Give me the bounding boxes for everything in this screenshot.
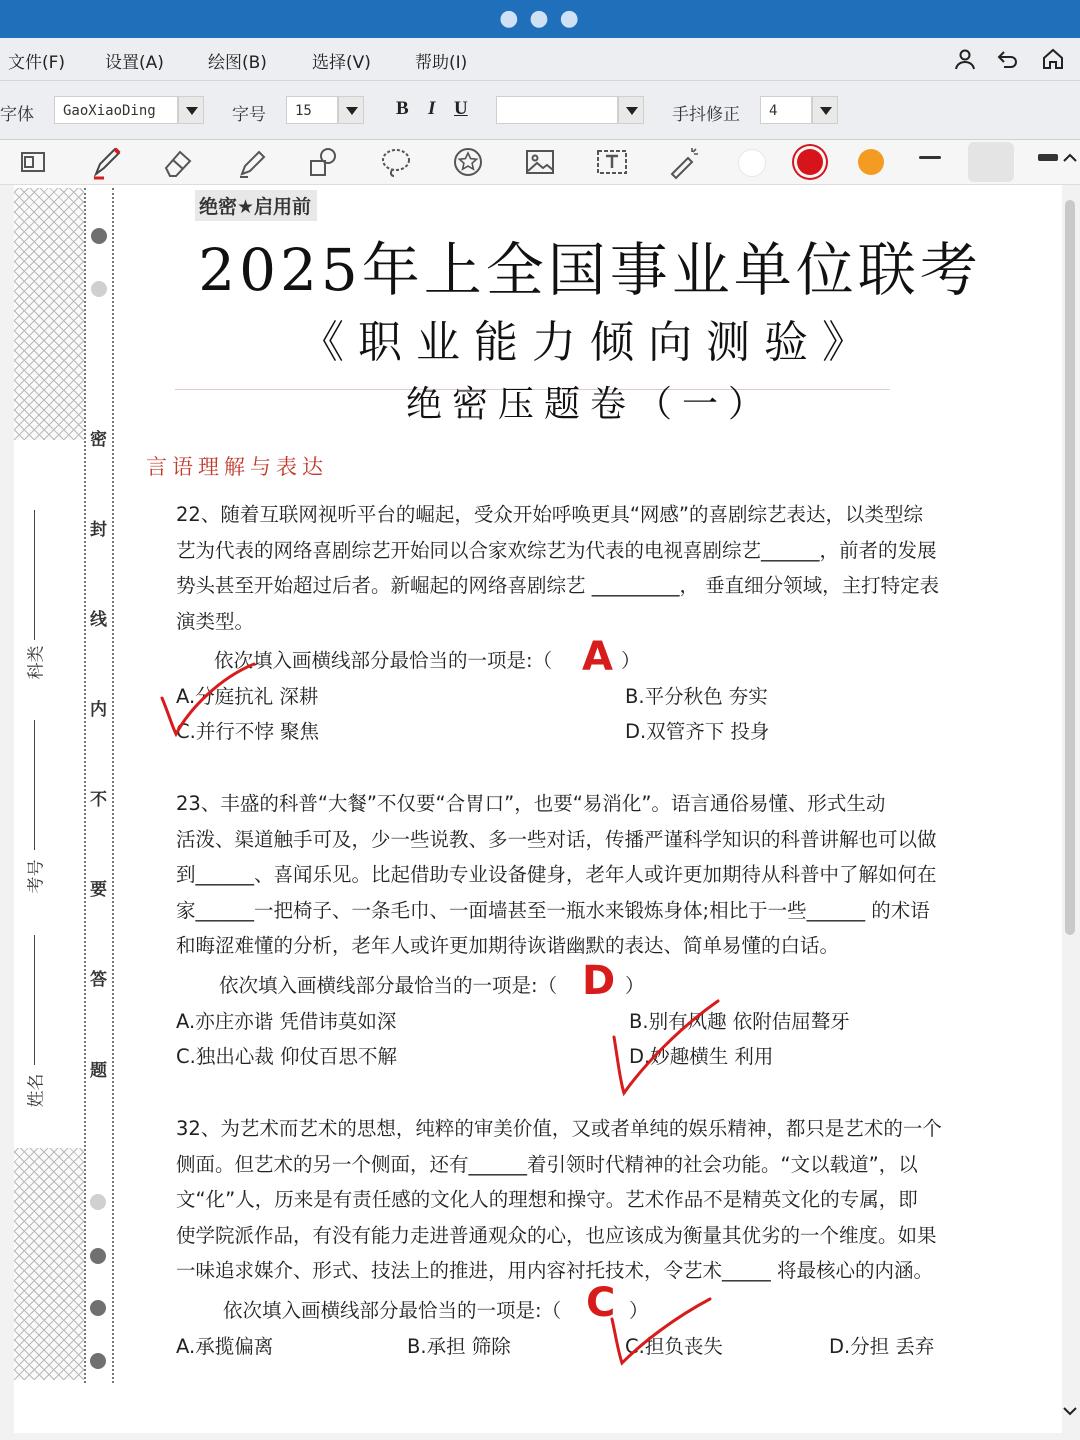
- seal-char: 不: [90, 790, 107, 810]
- drawing-toolbar: [0, 140, 1080, 185]
- question-32-prompt: 依次填入画横线部分最恰当的一项是:（: [223, 1299, 562, 1322]
- user-icon[interactable]: [953, 47, 977, 71]
- question-22-prompt-close: ）: [621, 649, 641, 672]
- seal-char: 题: [90, 1061, 107, 1081]
- question-23-prompt: 依次填入画横线部分最恰当的一项是:（: [219, 974, 558, 997]
- binding-hole: [90, 1248, 106, 1264]
- question-23-prompt-close: ）: [625, 974, 645, 997]
- seal-char: 密: [90, 430, 107, 450]
- binding-hatch-top: [14, 188, 84, 440]
- home-icon[interactable]: [1041, 47, 1065, 71]
- checkmark-icon: [600, 995, 730, 1100]
- question-line: 和晦涩难懂的分析，老年人或许更加期待诙谐幽默的表达、简单易懂的白话。: [176, 934, 840, 957]
- bold-button[interactable]: B: [396, 98, 409, 119]
- size-label: 字号: [232, 105, 266, 125]
- binding-hole: [91, 228, 107, 244]
- format-toolbar: [0, 81, 1080, 140]
- seal-char: 要: [90, 880, 107, 900]
- exam-title: 2025年上全国事业单位联考: [198, 236, 982, 304]
- binding-hatch-bottom: [14, 1148, 84, 1380]
- italic-button[interactable]: I: [428, 98, 436, 119]
- question-22-prompt: 依次填入画横线部分最恰当的一项是:（: [214, 649, 553, 672]
- font-select[interactable]: GaoXiaoDing: [54, 96, 178, 124]
- exam-no-fill-line: [34, 720, 35, 850]
- size-dropdown-icon[interactable]: [338, 96, 364, 124]
- font-label: 字体: [0, 105, 34, 125]
- question-32-option-c[interactable]: C.担负丧失: [625, 1335, 723, 1358]
- binding-hole: [90, 1353, 106, 1369]
- question-line: 文“化”人，历来是有责任感的文化人的理想和操守。艺术作品不是精英文化的专属，即: [176, 1188, 918, 1211]
- question-23-stem: [176, 786, 937, 964]
- question-22-option-d[interactable]: D.双管齐下 投身: [625, 720, 770, 743]
- hand-correction-dropdown-icon[interactable]: [812, 96, 838, 124]
- color-orange-swatch[interactable]: [858, 149, 884, 175]
- sticker-icon[interactable]: [450, 144, 486, 180]
- text-box-icon[interactable]: [594, 144, 630, 180]
- seal-char: 封: [90, 520, 107, 540]
- section-heading: 言语理解与表达: [146, 455, 328, 479]
- menu-draw[interactable]: 绘图(B): [208, 53, 267, 73]
- question-22-option-c[interactable]: C.并行不悖 聚焦: [176, 720, 320, 743]
- seal-char: 内: [90, 700, 107, 720]
- question-23-option-d[interactable]: D.妙趣横生 利用: [629, 1045, 774, 1068]
- scrollbar-thumb[interactable]: [1065, 200, 1075, 935]
- window-drag-handle-icon[interactable]: ● ● ●: [499, 6, 581, 31]
- exam-subtitle-2: 绝密压题卷（一）: [405, 384, 774, 425]
- hand-correction-select[interactable]: 4: [760, 96, 812, 124]
- binding-hole: [90, 1300, 106, 1316]
- undo-icon[interactable]: [996, 47, 1020, 71]
- image-icon[interactable]: [522, 144, 558, 180]
- question-line: 23、丰盛的科普“大餐”不仅要“合胃口”，也要“易消化”。语言通俗易懂、形式生动: [176, 792, 886, 815]
- hand-correction-label: 手抖修正: [672, 105, 740, 125]
- style-select[interactable]: [496, 96, 618, 124]
- menu-help[interactable]: 帮助(I): [415, 53, 468, 73]
- underline-button[interactable]: U: [454, 98, 468, 119]
- question-32-option-a[interactable]: A.承揽偏离: [176, 1335, 274, 1358]
- checkmark-icon: [600, 1295, 720, 1370]
- side-label-exam-no: 考号: [26, 859, 47, 894]
- menu-select[interactable]: 选择(V): [312, 53, 371, 73]
- pen-icon[interactable]: [88, 144, 124, 180]
- question-line: 艺为代表的网络喜剧综艺开始同以合家欢综艺为代表的电视喜剧综艺______，前者的发展: [176, 538, 937, 562]
- question-22-option-b[interactable]: B.平分秋色 夯实: [625, 685, 768, 708]
- menu-settings[interactable]: 设置(A): [105, 53, 164, 73]
- subject-fill-line: [34, 510, 35, 640]
- exam-subtitle: 《职业能力倾向测验》: [300, 317, 880, 368]
- side-label-subject: 科类: [26, 645, 47, 680]
- binding-hole: [90, 1194, 106, 1210]
- confidential-tag: 绝密★启用前: [195, 190, 317, 221]
- eraser-icon[interactable]: [160, 144, 196, 180]
- binding-line-outer: [84, 188, 86, 1383]
- laser-pointer-icon[interactable]: [666, 144, 702, 180]
- question-32-stem: [176, 1111, 942, 1289]
- thick-stroke-option[interactable]: [1038, 154, 1058, 161]
- question-line: 家______一把椅子、一条毛巾、一面墙甚至一瓶水来锻炼身体;相比于一些______ 的术语: [176, 898, 930, 922]
- thin-stroke-option[interactable]: [919, 156, 941, 159]
- window-title-bar: [0, 0, 1080, 38]
- shape-icon[interactable]: [306, 144, 342, 180]
- question-line: 活泼、渠道触手可及，少一些说教、多一些对话，传播严谨科学知识的科普讲解也可以做: [176, 827, 937, 851]
- color-white-swatch[interactable]: [738, 149, 766, 177]
- question-line: 使学院派作品，有没有能力走进普通观众的心，也应该成为衡量其优劣的一个维度。如果: [176, 1223, 937, 1247]
- question-32-option-b[interactable]: B.承担 筛除: [407, 1335, 511, 1358]
- name-fill-line: [34, 935, 35, 1065]
- question-23-option-b[interactable]: B.别有风趣 依附佶屈聱牙: [629, 1010, 850, 1033]
- style-dropdown-icon[interactable]: [618, 96, 644, 124]
- menu-bar: [0, 38, 1080, 81]
- question-line: 演类型。: [176, 609, 255, 633]
- chevron-up-icon[interactable]: [1062, 150, 1078, 166]
- handwritten-answer-22: A: [582, 634, 613, 680]
- lasso-icon[interactable]: [378, 144, 414, 180]
- color-red-swatch[interactable]: [797, 149, 823, 175]
- question-23-option-a[interactable]: A.亦庄亦谐 凭借讳莫如深: [176, 1010, 397, 1033]
- question-line: 侧面。但艺术的另一个侧面，还有______着引领时代精神的社会功能。“文以载道”，以: [176, 1152, 918, 1176]
- seal-char: 线: [90, 610, 107, 630]
- highlighter-icon[interactable]: [234, 144, 270, 180]
- question-23-option-c[interactable]: C.独出心裁 仰仗百思不解: [176, 1045, 398, 1068]
- menu-file[interactable]: 文件(F): [8, 53, 66, 73]
- question-line: 32、为艺术而艺术的思想，纯粹的审美价值，又或者单纯的娱乐精神，都只是艺术的一个: [176, 1117, 942, 1140]
- handwritten-answer-23: D: [582, 958, 616, 1004]
- page-view-icon[interactable]: [16, 144, 52, 180]
- question-line: 到______、喜闻乐见。比起借助专业设备健身，老年人或许更加期待从科普中了解如何在: [176, 863, 937, 886]
- side-label-name: 姓名: [26, 1073, 47, 1108]
- question-32-prompt-close: ）: [629, 1299, 649, 1322]
- question-line: 势头甚至开始超过后者。新崛起的网络喜剧综艺 _________， 垂直细分领域，主打特定表: [176, 574, 940, 597]
- binding-line-inner: [112, 188, 114, 1383]
- seal-char: 答: [90, 970, 107, 990]
- font-dropdown-icon[interactable]: [178, 96, 204, 124]
- checkmark-icon: [150, 660, 270, 740]
- chevron-down-icon[interactable]: [1062, 1403, 1078, 1419]
- binding-hole: [91, 281, 107, 297]
- stroke-selected-bg: [968, 142, 1014, 182]
- question-line: 22、随着互联网视听平台的崛起，受众开始呼唤更具“网感”的喜剧综艺表达，以类型综: [176, 503, 924, 526]
- size-select[interactable]: 15: [286, 96, 338, 124]
- question-22-stem: [176, 497, 939, 639]
- question-22-option-a[interactable]: A.分庭抗礼 深耕: [176, 685, 319, 708]
- question-line: 一味追求媒介、形式、技法上的推进，用内容衬托技术，令艺术_____ 将最核心的内涵。: [176, 1259, 933, 1282]
- question-32-option-d[interactable]: D.分担 丢弃: [829, 1335, 935, 1358]
- handwritten-answer-32: C: [586, 1280, 616, 1326]
